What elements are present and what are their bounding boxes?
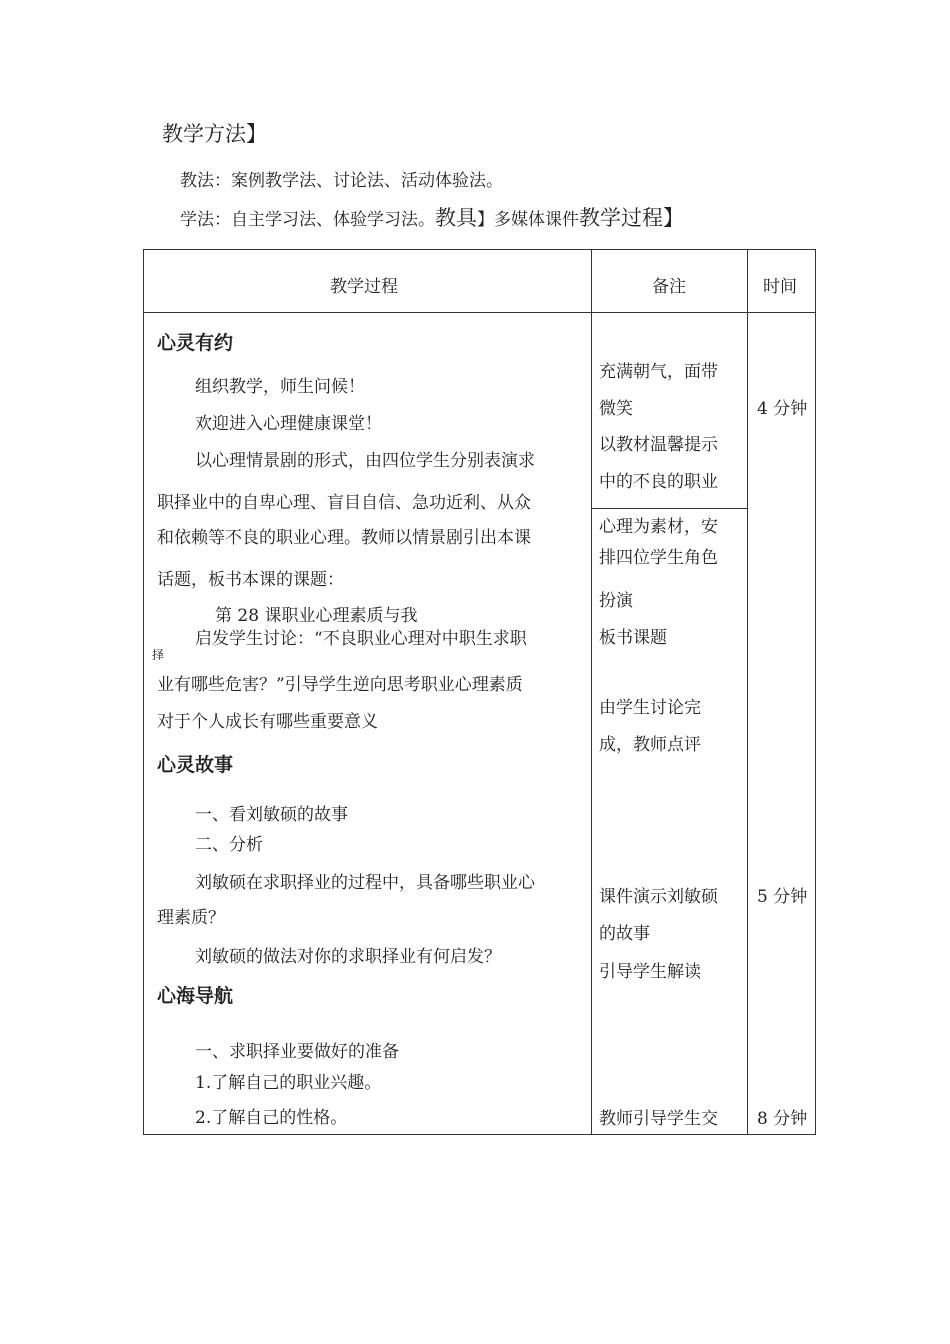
process-text: 刘敏硕的做法对你的求职择业有何启发？ xyxy=(195,947,501,967)
section-title-3: 心海导航 xyxy=(157,985,234,1007)
table-border-bottom xyxy=(143,1134,816,1135)
note-text: 中的不良的职业 xyxy=(599,472,718,492)
note-text: 的故事 xyxy=(599,924,650,944)
note-text: 教师引导学生交 xyxy=(599,1109,718,1129)
time-value: 4 分钟 xyxy=(757,399,808,419)
column-divider-notes xyxy=(591,249,592,1135)
section-title-2: 心灵故事 xyxy=(157,754,234,776)
section-title-1: 心灵有约 xyxy=(157,332,234,354)
header-notes: 备注 xyxy=(652,277,686,297)
header-process: 教学过程 xyxy=(330,277,398,297)
process-text-small: 择 xyxy=(152,648,165,662)
learning-methods-text: 学法：自主学习法、体验学习法。 xyxy=(180,210,435,230)
table-border-top xyxy=(143,249,816,250)
note-text: 板书课题 xyxy=(599,628,667,648)
note-text: 成，教师点评 xyxy=(599,735,701,755)
process-text: 职择业中的自卑心理、盲目自信、急功近利、从众 xyxy=(157,493,531,513)
process-text: 和依赖等不良的职业心理。教师以情景剧引出本课 xyxy=(157,528,531,548)
process-text: 话题，板书本课的课题： xyxy=(157,570,344,590)
section-heading-methods: 教学方法】 xyxy=(162,122,267,146)
column-divider-time xyxy=(747,249,748,1135)
lesson-title: 第 28 课职业心理素质与我 xyxy=(215,606,418,626)
tools-text: 】多媒体课件 xyxy=(477,210,579,230)
note-text: 课件演示刘敏硕 xyxy=(599,887,718,907)
table-header-divider xyxy=(143,312,816,313)
process-text: 启发学生讨论：“不良职业心理对中职生求职 xyxy=(195,629,527,649)
note-text: 微笑 xyxy=(599,399,633,419)
process-text: 刘敏硕在求职择业的过程中，具备哪些职业心 xyxy=(195,873,535,893)
table-border-left xyxy=(143,249,144,1135)
notes-cell-divider xyxy=(591,508,748,509)
process-text: 理素质？ xyxy=(157,908,225,928)
teaching-methods-text: 教法：案例教学法、讨论法、活动体验法。 xyxy=(180,171,503,191)
learning-methods-line xyxy=(180,202,684,232)
note-text: 引导学生解读 xyxy=(599,962,701,982)
process-text: 二、分析 xyxy=(195,835,263,855)
process-text: 业有哪些危害？”引导学生逆向思考职业心理素质 xyxy=(157,675,523,695)
time-value: 5 分钟 xyxy=(757,887,808,907)
process-text: 一、看刘敏硕的故事 xyxy=(195,805,348,825)
process-text: 以心理情景剧的形式，由四位学生分别表演求 xyxy=(195,451,535,471)
header-time: 时间 xyxy=(763,277,797,297)
process-text: 1.了解自己的职业兴趣。 xyxy=(195,1073,382,1093)
note-text: 以教材温馨提示 xyxy=(599,435,718,455)
note-text: 充满朝气，面带 xyxy=(599,362,718,382)
process-text: 对于个人成长有哪些重要意义 xyxy=(157,712,378,732)
process-text: 2.了解自己的性格。 xyxy=(195,1108,348,1128)
note-text: 心理为素材，安 xyxy=(599,517,718,537)
process-text: 组织教学，师生问候！ xyxy=(195,377,365,397)
note-text: 由学生讨论完 xyxy=(599,698,701,718)
process-heading: 教学过程】 xyxy=(579,206,684,230)
note-text: 排四位学生角色 xyxy=(599,548,718,568)
table-border-right xyxy=(815,249,816,1135)
time-value: 8 分钟 xyxy=(757,1109,808,1129)
note-text: 扮演 xyxy=(599,591,633,611)
process-text: 一、求职择业要做好的准备 xyxy=(195,1042,399,1062)
process-text: 欢迎进入心理健康课堂！ xyxy=(195,414,382,434)
tools-heading: 教具 xyxy=(435,206,477,230)
